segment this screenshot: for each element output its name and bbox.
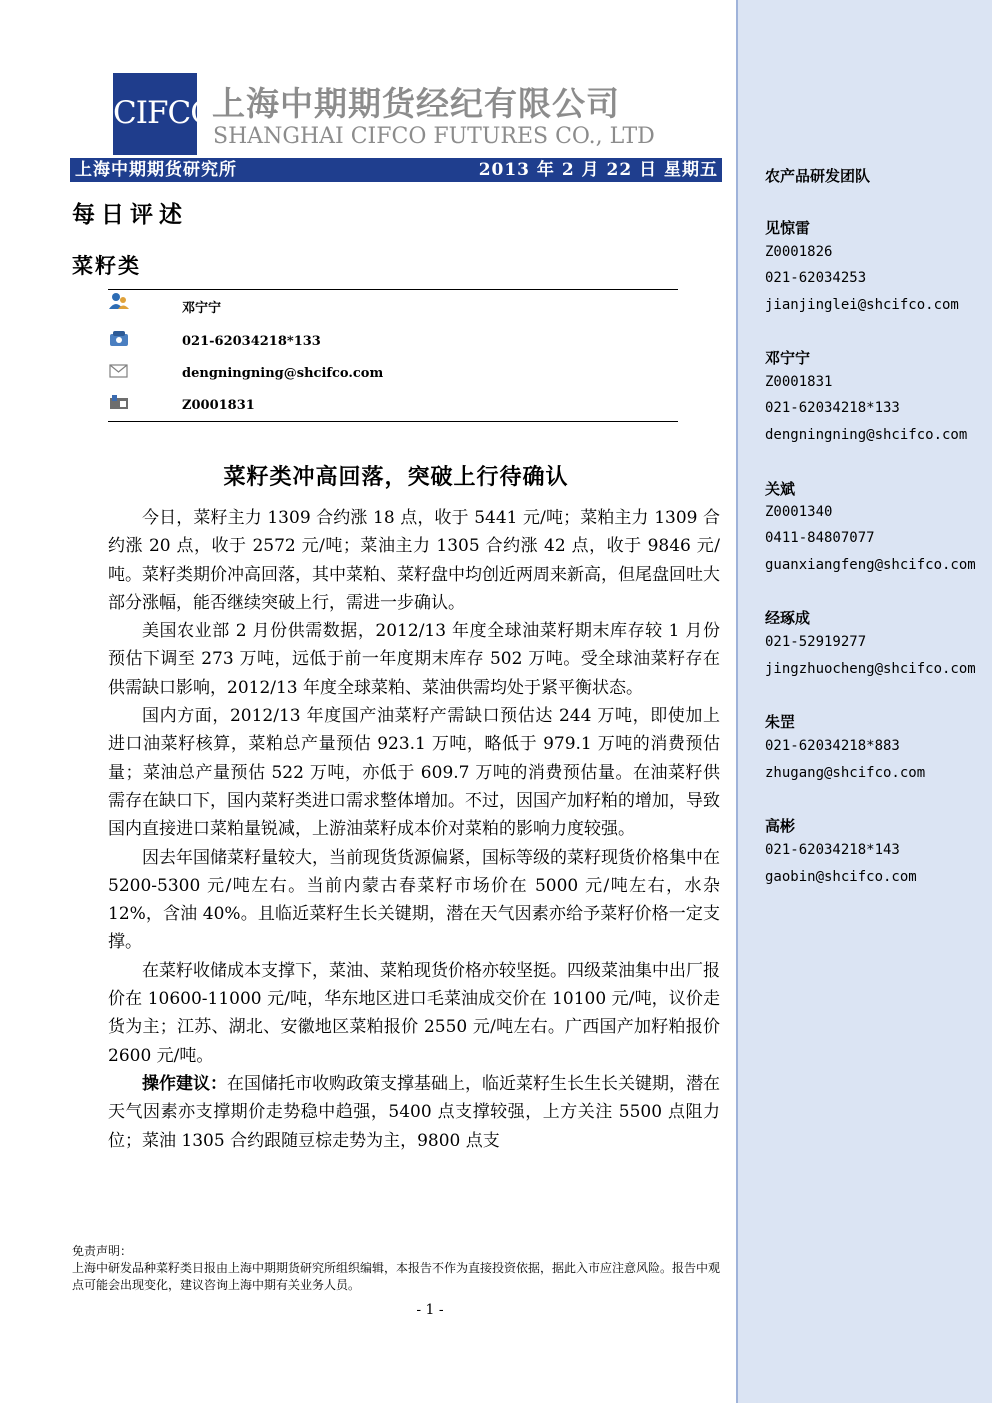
header-bar [70,158,722,182]
advice-text: 在国储托市收购政策支撑基础上，临近菜籽生长生长关键期，潜在天气因素亦支撑期价走势稳中趋强，5400 点支撑较强，上方关注 5500 点阻力位；菜油 1305 合约跟随豆棕走势为主，9800 点支 [108,1073,720,1151]
company-name-cn: 上海中期期货经纪有限公司 [212,84,620,123]
team-member-name: 见惊雷 [765,219,811,237]
contact-bottom-rule [108,421,678,422]
disclaimer-title: 免责声明： [72,1244,133,1258]
institute-name: 上海中期期货研究所 [75,160,237,180]
contact-license: Z0001831 [182,398,255,413]
phone-icon [108,330,130,348]
team-member-phone: 021-52919277 [765,634,867,650]
team-member-phone: 0411-84807077 [765,530,875,546]
team-member-license: Z0001340 [765,504,833,520]
advice-paragraph [108,1070,720,1155]
article-body [108,504,720,1155]
paragraph: 美国农业部 2 月份供需数据，2012/13 年度全球油菜籽期末库存较 1 月份预估下调至 273 万吨，远低于前一年度期末库存 502 万吨。受全球油菜籽存在供需缺口影响，2012/13 年度全球菜粕、菜油供需均处于紧平衡状态。 [108,621,720,698]
team-member-email[interactable]: gaobin@shcifco.com [765,869,917,885]
team-member-email[interactable]: jianjinglei@shcifco.com [765,297,959,313]
team-member-name: 朱罡 [765,713,796,731]
email-icon [108,362,130,380]
team-member-name: 经琢成 [765,609,811,627]
team-member-phone: 021-62034218*133 [765,400,900,416]
person-icon [108,292,130,310]
disclaimer [72,1243,722,1294]
headline: 菜籽类冲高回落，突破上行待确认 [223,464,569,490]
logo-letters: CIFCO [113,95,215,131]
team-member-email[interactable]: dengningning@shcifco.com [765,427,968,443]
team-member-license: Z0001831 [765,374,833,390]
team-member-email[interactable]: zhugang@shcifco.com [765,765,926,781]
contact-top-rule [108,289,678,290]
contact-name: 邓宁宁 [182,301,222,316]
team-member-email[interactable]: guanxiangfeng@shcifco.com [765,557,976,573]
advice-label: 操作建议： [142,1073,227,1094]
license-icon [108,393,130,411]
team-member-name: 高彬 [765,817,796,835]
category-title: 菜籽类 [72,253,141,278]
paragraph: 因去年国储菜籽量较大，当前现货货源偏紧，国标等级的菜籽现货价格集中在 5200-5300 元/吨左右。当前内蒙古春菜籽市场价在 5000 元/吨左右，水杂 12%，含油 40%。且临近菜籽生长关键期，潜在天气因素亦给予菜籽价格一定支撑。 [108,847,720,953]
team-member-name: 关斌 [765,480,796,498]
contact-phone: 021-62034218*133 [182,334,321,349]
company-name-en: SHANGHAI CIFCO FUTURES CO., LTD [213,124,655,149]
report-date: 2013 年 2 月 22 日 星期五 [478,160,718,180]
paragraph: 在菜籽收储成本支撑下，菜油、菜粕现货价格亦较坚挺。四级菜油集中出厂报价在 10600-11000 元/吨，华东地区进口毛菜油成交价在 10100 元/吨，议价走货为主；江苏、湖北、安徽地区菜粕报价 2550 元/吨左右。广西国产加籽粕报价 2600 元/吨。 [108,960,720,1066]
contact-email: dengningning@shcifco.com [182,366,384,381]
paragraph: 国内方面，2012/13 年度国产油菜籽产需缺口预估达 244 万吨，即使加上进口油菜籽核算，菜粕总产量预估 923.1 万吨，略低于 979.1 万吨的消费预估量；菜油总产量预估 522 万吨，亦低于 609.7 万吨的消费预估量。在油菜籽供需存在缺口下，国内菜籽类进口需求整体增加。不过，因国产加籽粕的增加，导致国内直接进口菜粕量锐减，上游油菜籽成本价对菜粕的影响力度较强。 [108,706,720,840]
paragraph: 今日，菜籽主力 1309 合约涨 18 点，收于 5441 元/吨；菜粕主力 1309 合约涨 20 点，收于 2572 元/吨；菜油主力 1305 合约涨 42 点，收于 9846 元/吨。菜籽类期价冲高回落，其中菜粕、菜籽盘中均创近两周来新高，但尾盘回吐大部分涨幅，能否继续突破上行，需进一步确认。 [108,508,720,613]
team-member-phone: 021-62034218*883 [765,738,900,754]
team-member-phone: 021-62034253 [765,270,867,286]
sidebar-title: 农产品研发团队 [765,167,871,185]
sidebar [736,0,992,1403]
document-type: 每日评述 [72,201,188,228]
team-member-name: 邓宁宁 [765,349,811,367]
disclaimer-text: 上海中研发品种菜籽类日报由上海中期期货研究所组织编辑，本报告不作为直接投资依据，据此入市应注意风险。报告中观点可能会出现变化，建议咨询上海中期有关业务人员。 [72,1261,721,1292]
team-member-email[interactable]: jingzhuocheng@shcifco.com [765,661,976,677]
team-member-phone: 021-62034218*143 [765,842,900,858]
team-member-license: Z0001826 [765,244,833,260]
page-number: - 1 - [416,1302,444,1318]
